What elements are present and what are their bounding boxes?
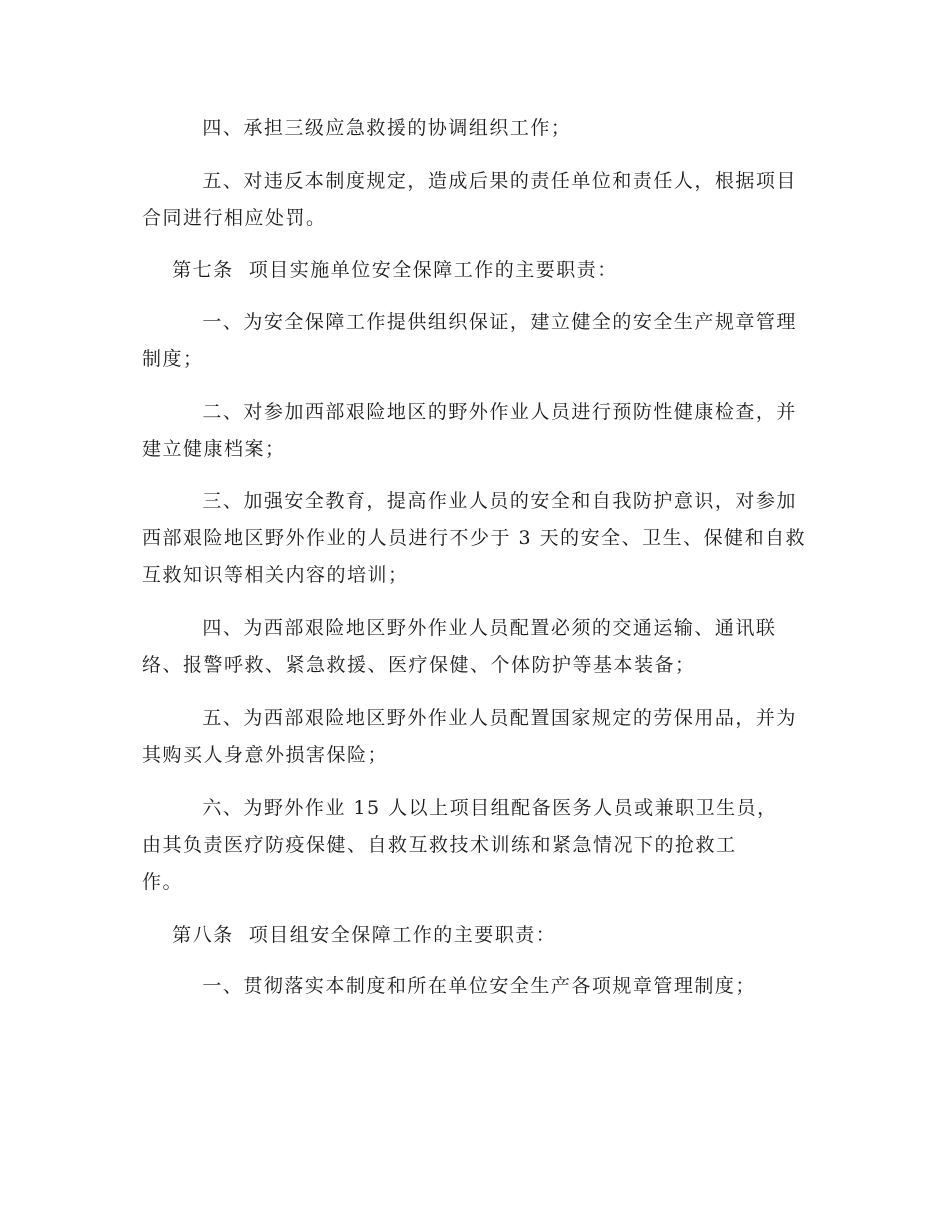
paragraph-article7-item-1: 一、为安全保障工作提供组织保证，建立健全的安全生产规章管理制度； [142,311,797,370]
paragraph-article7-item-5: 五、为西部艰险地区野外作业人员配置国家规定的劳保用品，并为其购买人身意外损害保险； [142,707,797,766]
paragraph-article8-item-1: 一、贯彻落实本制度和所在单位安全生产各项规章管理制度； [142,975,756,997]
article-7-heading: 第七条 项目实施单位安全保障工作的主要职责： [142,259,618,281]
paragraph-article7-item-3: 三、加强安全教育，提高作业人员的安全和自我防护意识，对参加西部艰险地区野外作业的人员进行不少于 3 天的安全、卫生、保健和自救互救知识等相关内容的培训； [142,490,807,586]
article-8-heading: 第八条 项目组安全保障工作的主要职责： [142,924,557,946]
paragraph-article7-item-4: 四、为西部艰险地区野外作业人员配置必须的交通运输、通讯联络、报警呼救、紧急救援、医疗保健、个体防护等基本装备； [142,617,777,676]
paragraph-article7-item-6: 六、为野外作业 15 人以上项目组配备医务人员或兼职卫生员， 由其负责医疗防疫保健、自救互救技术训练和紧急情况下的抢救工 作。 [142,797,778,893]
paragraph-article7-item-2: 二、对参加西部艰险地区的野外作业人员进行预防性健康检查，并建立健康档案； [142,401,797,460]
paragraph-item-4-emergency: 四、承担三级应急救援的协调组织工作； [142,117,572,139]
paragraph-item-5-penalty: 五、对违反本制度规定，造成后果的责任单位和责任人，根据项目合同进行相应处罚。 [142,170,797,229]
